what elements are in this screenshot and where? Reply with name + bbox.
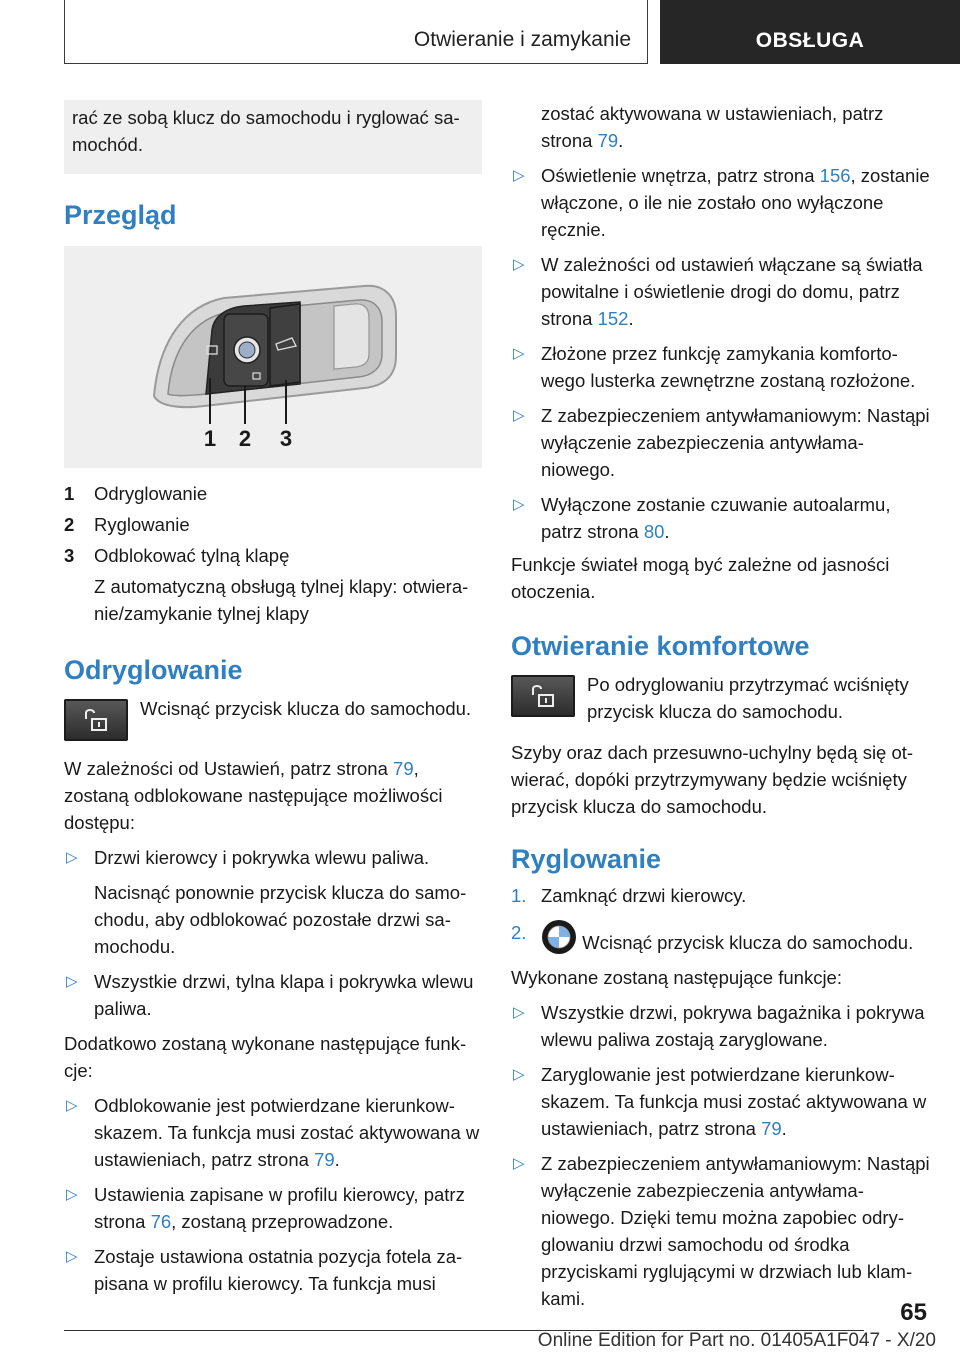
legend-item: 1 Odryglowanie: [64, 483, 208, 504]
page-ref-link[interactable]: 76: [150, 1211, 172, 1232]
page-ref-link[interactable]: 79: [597, 130, 619, 151]
page-ref-link[interactable]: 79: [393, 758, 414, 779]
bullet-item: ▷ Zaryglowanie jest potwierdzane kierunkowskazem. Ta funkcja musi zostać aktywowana w ustawieniach, patrz strona 79.: [511, 1061, 931, 1142]
intro-text: rać ze sobą klucz do samochodu i ryglować samochód.: [72, 107, 460, 155]
bullet-item: ▷ Oświetlenie wnętrza, patrz strona 156, zostanie włączone, o ile nie zostało ono wyłączone ręcznie.: [511, 162, 931, 243]
figure-label-3: 3: [279, 426, 293, 451]
figure-label-2: 2: [238, 426, 252, 451]
legend-item: 2 Ryglowanie: [64, 514, 190, 535]
triangle-bullet-icon: ▷: [513, 1155, 525, 1172]
triangle-bullet-icon: ▷: [513, 345, 525, 362]
bullet-item: ▷ Złożone przez funkcję zamykania komfortowego lusterka zewnętrzne zostaną rozłożone.: [511, 340, 931, 394]
page-ref-link[interactable]: 152: [597, 308, 629, 329]
legend-item: 3 Odblokować tylną klapę: [64, 545, 290, 566]
bullet-item: ▷ W zależności od ustawień włączane są światła powitalne i oświetlenie drogi do domu, patrz strona 152.: [511, 251, 931, 332]
lights-note: Funkcje świateł mogą być zależne od jasności otoczenia.: [511, 554, 890, 602]
triangle-bullet-icon: ▷: [513, 496, 525, 513]
bullet-item: ▷ Wyłączone zostanie czuwanie autoalarmu, patrz strona 80.: [511, 491, 931, 545]
bmw-logo-icon: [541, 919, 577, 955]
lock-heading: Ryglowanie: [511, 844, 662, 874]
unlock-paragraph: W zależności od Ustawień, patrz strona 79, zostaną odblokowane następujące możliwości dostępu:: [64, 758, 443, 833]
chapter-tab: OBSŁUGA: [660, 0, 960, 64]
unlock-heading: Odryglowanie: [64, 655, 243, 685]
extra-functions-paragraph: Dodatkowo zostaną wykonane następujące funkcje:: [64, 1033, 467, 1081]
bullet-item: ▷ Wszystkie drzwi, pokrywa bagażnika i pokrywa wlewu paliwa zostają zaryglowane.: [511, 999, 931, 1053]
triangle-bullet-icon: ▷: [66, 1248, 78, 1265]
bullet-item: ▷ Drzwi kierowcy i pokrywka wlewu paliwa. Nacisnąć ponownie przycisk klucza do samochodu, aby odblokować pozostałe drzwi samochodu.: [64, 844, 482, 960]
edition-note: Online Edition for Part no. 01405A1F047 - X/20: [537, 1330, 936, 1351]
left-column: [64, 100, 482, 1297]
bullet-item: ▷ Odblokowanie jest potwierdzane kierunkowskazem. Ta funkcja musi zostać aktywowana w ustawieniach, patrz strona 79.: [64, 1092, 482, 1173]
triangle-bullet-icon: ▷: [66, 1097, 78, 1114]
car-key-illustration: [64, 246, 482, 468]
triangle-bullet-icon: ▷: [513, 1066, 525, 1083]
triangle-bullet-icon: ▷: [513, 1004, 525, 1021]
triangle-bullet-icon: ▷: [66, 849, 78, 866]
bullet-item: ▷ Z zabezpieczeniem antywłamaniowym: Nastąpi wyłączenie zabezpieczenia antywłamaniowego. Dzięki temu można zapobiec odryglowaniu drzwi samochodu od środka przyciskami ryglującymi w drzwiach lub klamkami.: [511, 1150, 931, 1312]
comfort-instruction: Po odryglowaniu przytrzymać wciśnięty przycisk klucza do samochodu.: [587, 674, 909, 722]
bullet-item: ▷ Z zabezpieczeniem antywłamaniowym: Nastąpi wyłączenie zabezpieczenia antywłamaniowego.: [511, 402, 931, 483]
legend-note: Z automatyczną obsługą tylnej klapy: otwieranie/zamykanie tylnej klapy: [94, 576, 469, 624]
triangle-bullet-icon: ▷: [513, 256, 525, 273]
section-title: Otwieranie i zamykanie: [64, 0, 648, 64]
triangle-bullet-icon: ▷: [66, 973, 78, 990]
page-ref-link[interactable]: 156: [819, 165, 851, 186]
step-item: 2. Wcisnąć przycisk klucza do samochodu.: [511, 919, 931, 956]
bullet-item: ▷ Ustawienia zapisane w profilu kierowcy, patrz strona 76, zostaną przeprowadzone.: [64, 1181, 482, 1235]
unlock-button-icon: [64, 699, 128, 741]
unlock-button-icon: [511, 675, 575, 717]
page-ref-link[interactable]: 79: [314, 1149, 335, 1170]
comfort-instruction-row: [511, 671, 931, 725]
step-item: 1. Zamknąć drzwi kierowcy.: [511, 885, 747, 906]
page-number: 65: [900, 1299, 927, 1326]
figure-legend: [64, 480, 482, 627]
triangle-bullet-icon: ▷: [513, 407, 525, 424]
right-column: [511, 100, 931, 1312]
page-ref-link[interactable]: 80: [643, 521, 665, 542]
overview-heading: Przegląd: [64, 200, 177, 230]
comfort-heading: Otwieranie komfortowe: [511, 631, 810, 661]
figure-label-1: 1: [203, 426, 217, 451]
lock-paragraph: Wykonane zostaną następujące funkcje:: [511, 967, 842, 988]
bullet-item: ▷ Wszystkie drzwi, tylna klapa i pokrywka wlewu paliwa.: [64, 968, 482, 1022]
page-ref-link[interactable]: 79: [761, 1118, 782, 1139]
comfort-paragraph: Szyby oraz dach przesuwno-uchylny będą się otwierać, dopóki przytrzymywany będzie wciśnięty przycisk klucza do samochodu.: [511, 742, 914, 817]
unlock-instruction: Wcisnąć przycisk klucza do samochodu.: [140, 698, 472, 719]
bullet-item: ▷ Zostaje ustawiona ostatnia pozycja fotela zapisana w profilu kierowcy. Ta funkcja musi: [64, 1243, 482, 1297]
continued-text: zostać aktywowana w ustawieniach, patrz strona 79.: [541, 103, 884, 151]
intro-box: [64, 100, 482, 174]
unlock-instruction-row: [64, 695, 482, 741]
triangle-bullet-icon: ▷: [513, 167, 525, 184]
page-header: [64, 0, 960, 66]
key-figure: [64, 246, 482, 468]
triangle-bullet-icon: ▷: [66, 1186, 78, 1203]
